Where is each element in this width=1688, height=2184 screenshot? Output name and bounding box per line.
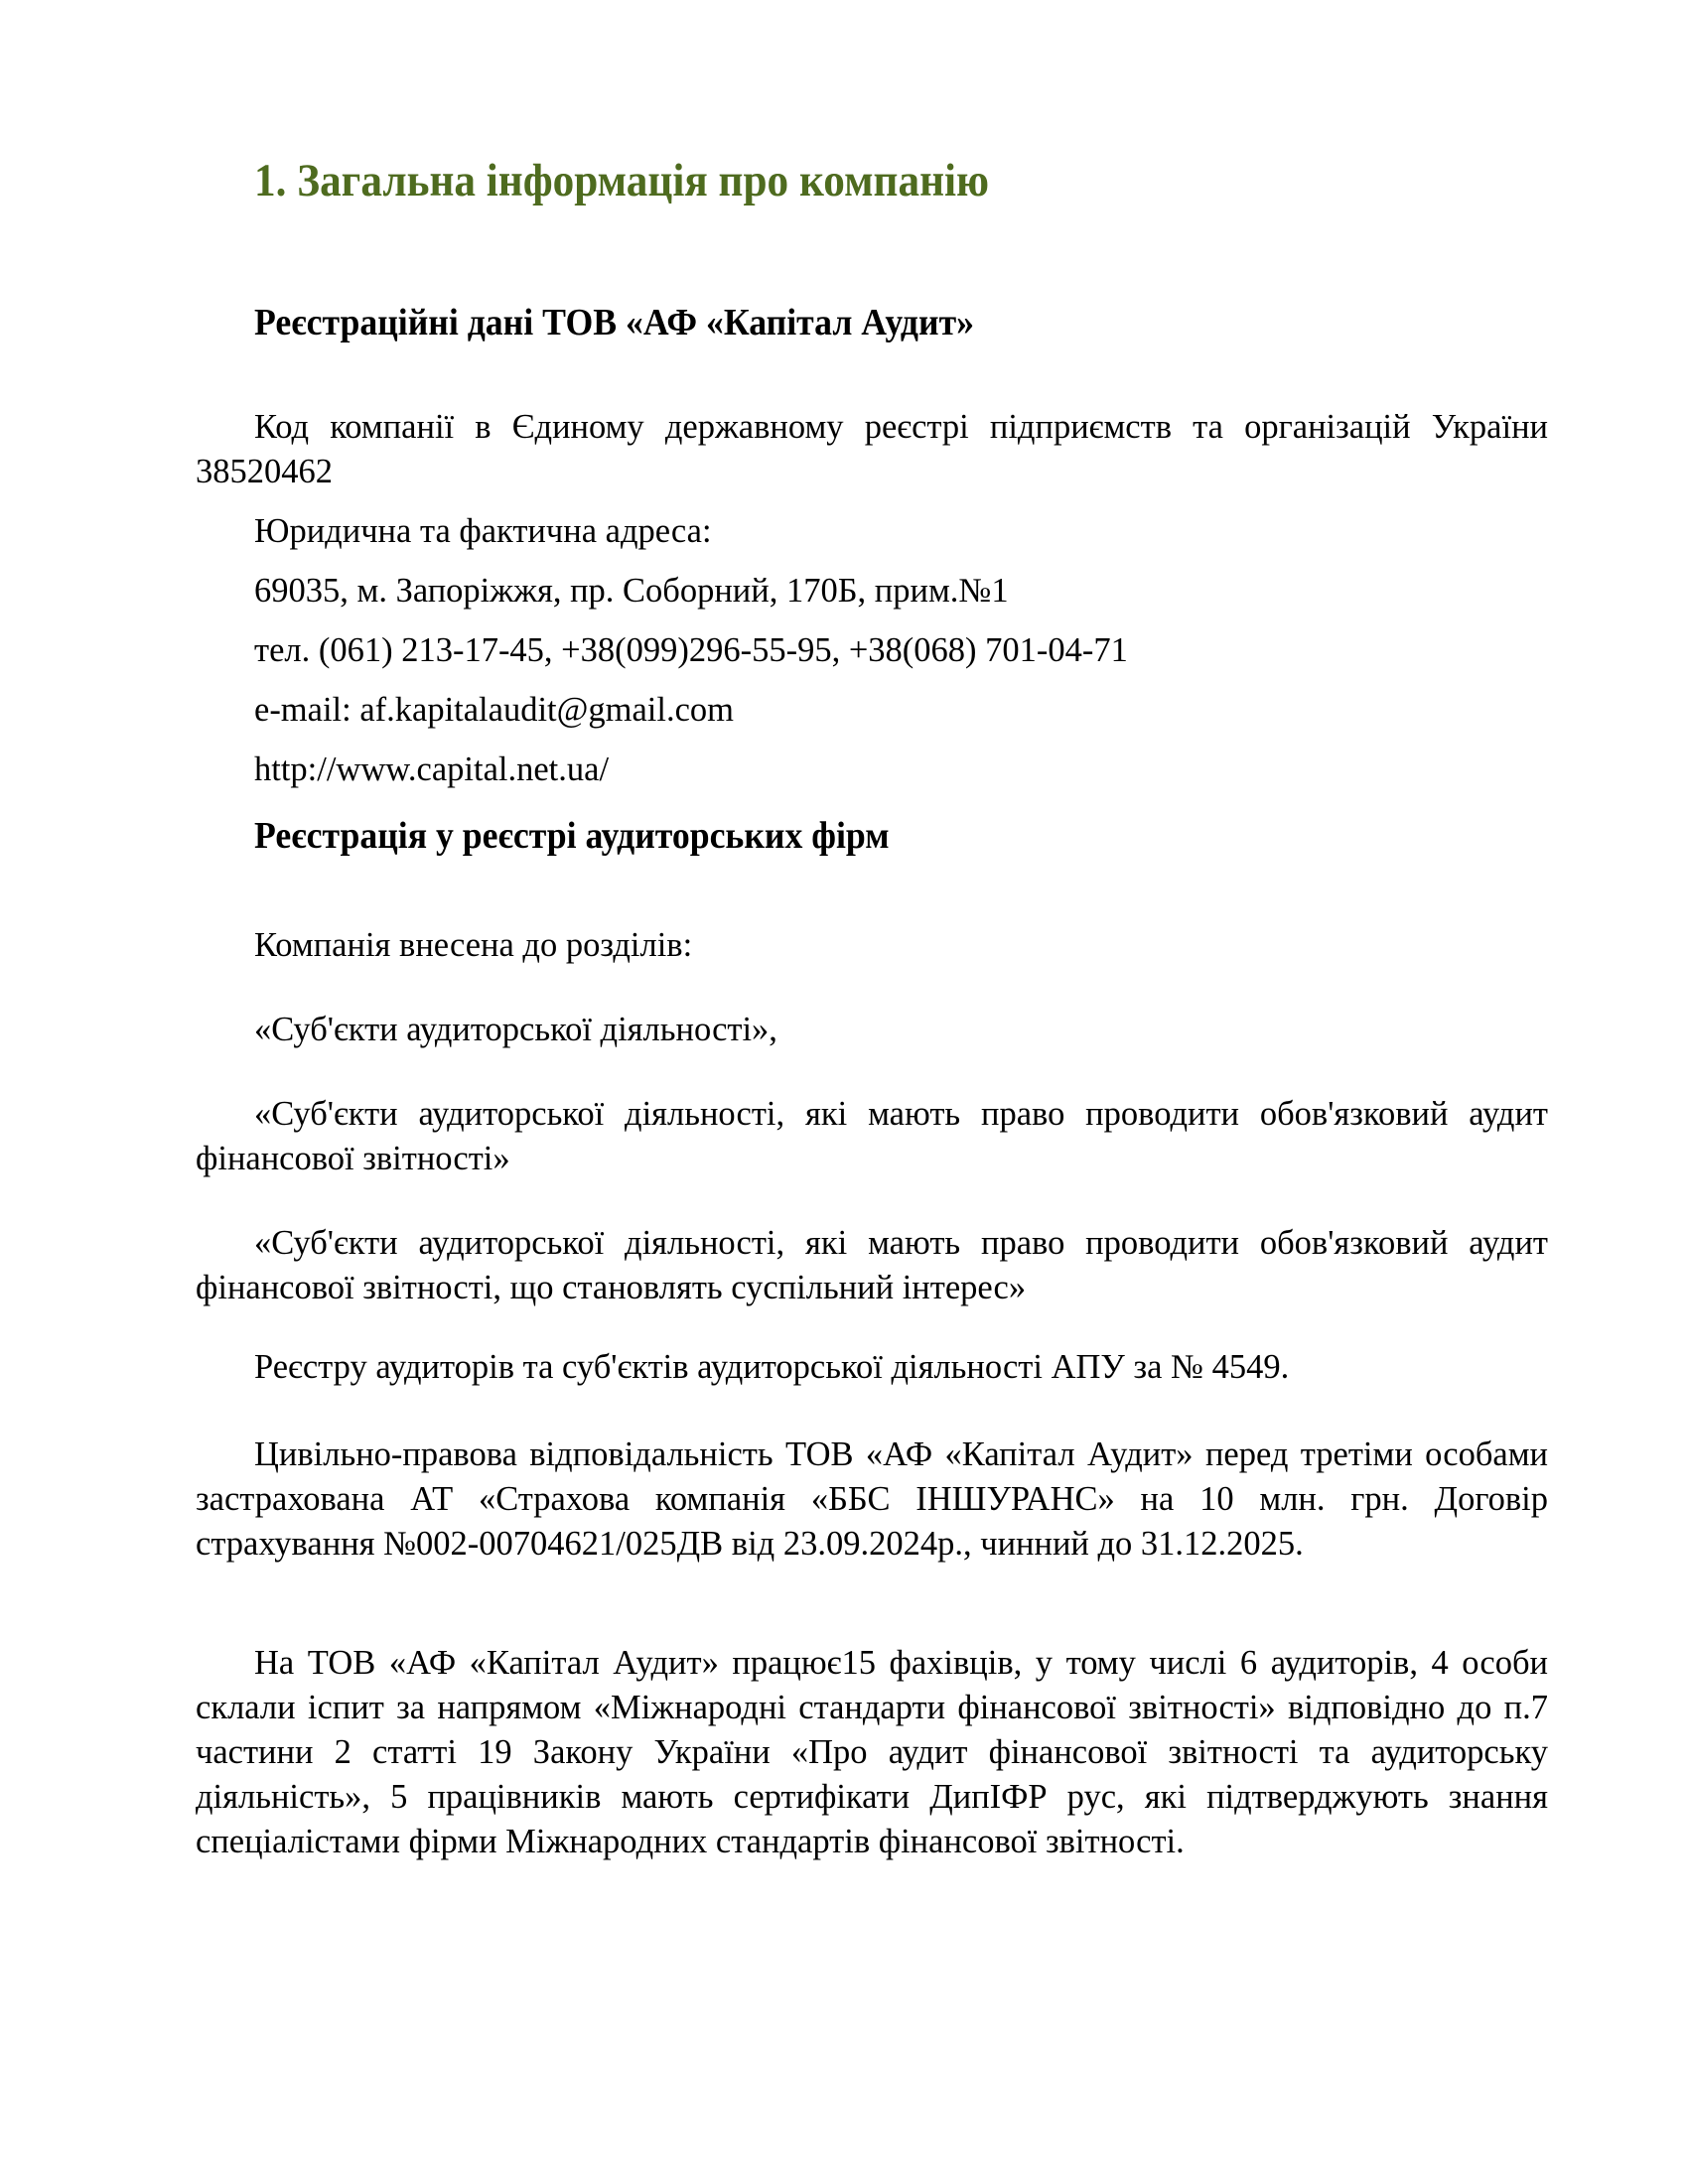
website-link[interactable]: http://www.capital.net.ua/ — [254, 751, 610, 788]
email-text: e-mail: af.kapitalaudit@gmail.com — [254, 691, 734, 729]
registry-intro: Компанія внесена до розділів: — [254, 926, 693, 964]
auditor-registry-heading: Реєстрація у реєстрі аудиторських фірм — [254, 815, 890, 857]
section-title: 1. Загальна інформація про компанію — [254, 155, 990, 206]
address-label: Юридична та фактична адреса: — [254, 512, 712, 550]
registry-section-1: «Суб'єкти аудиторської діяльності», — [254, 1011, 777, 1048]
registry-section-3: «Суб'єкти аудиторської діяльності, які мають право проводити обов'язковий аудит фінансової звітності, що становлять суспільний інтерес» — [196, 1224, 1548, 1306]
staff-paragraph: На ТОВ «АФ «Капітал Аудит» працює15 фахівців, у тому числі 6 аудиторів, 4 особи склали іспит за напрямом «Міжнародні стандарти фінансової звітності» відповідно до п.7 частини 2 статті 19 Закону України «Про аудит фінансової звітності та аудиторську діяльність», 5 працівників мають сертифікати ДипІФР рус, які підтверджують знання спеціалістами фірми Міжнародних стандартів фінансової звітності. — [196, 1644, 1548, 1860]
registry-number-text: Реєстру аудиторів та суб'єктів аудиторської діяльності АПУ за № 4549. — [254, 1348, 1290, 1386]
address-text: 69035, м. Запоріжжя, пр. Соборний, 170Б, прим.№1 — [254, 572, 1009, 610]
company-code-paragraph: Код компанії в Єдиному державному реєстрі підприємств та організацій України 38520462 — [196, 408, 1548, 490]
registry-section-2: «Суб'єкти аудиторської діяльності, які мають право проводити обов'язковий аудит фінансової звітності» — [196, 1095, 1548, 1177]
phones-text: тел. (061) 213-17-45, +38(099)296-55-95, +38(068) 701-04-71 — [254, 631, 1128, 669]
registration-heading: Реєстраційні дані ТОВ «АФ «Капітал Аудит» — [254, 302, 974, 343]
insurance-paragraph: Цивільно-правова відповідальність ТОВ «АФ «Капітал Аудит» перед третіми особами застрахована АТ «Страхова компанія «ББС ІНШУРАНС» на 10 млн. грн. Договір страхування №002-00704621/025ДВ від 23.09.2024р., чинний до 31.12.2025. — [196, 1435, 1548, 1563]
